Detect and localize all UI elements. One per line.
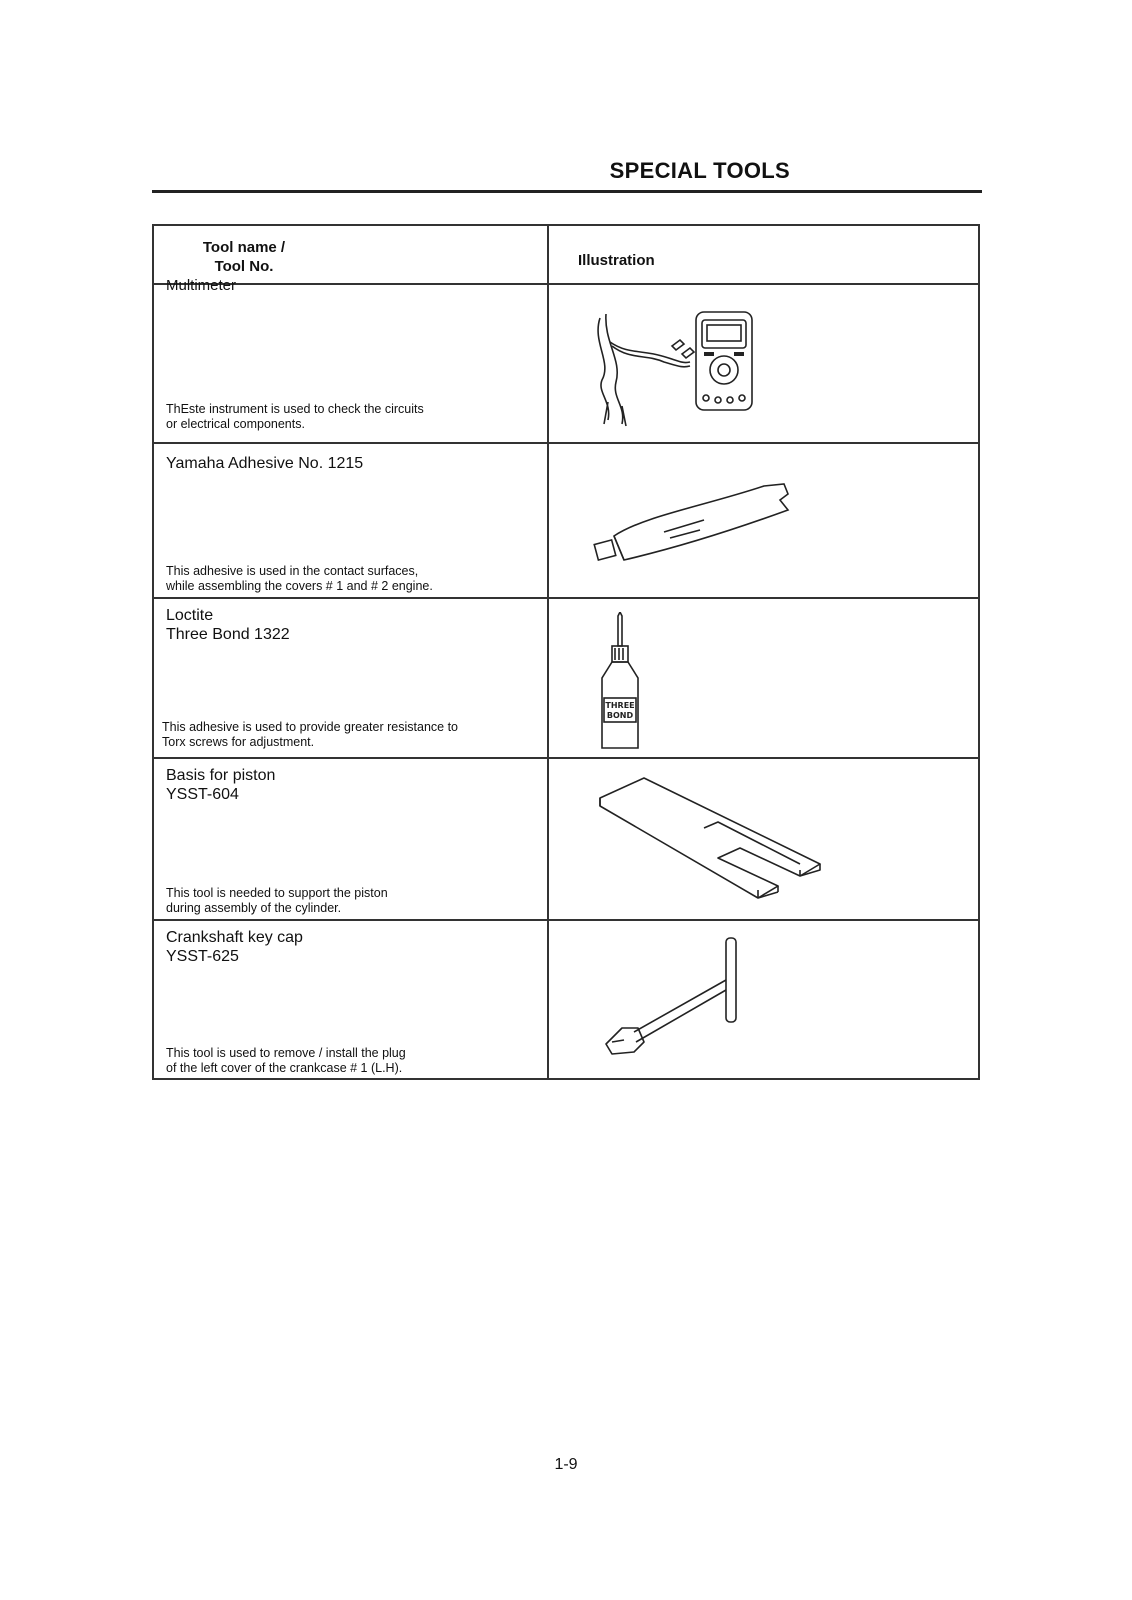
tool-name: Loctite — [166, 607, 214, 624]
description-line: of the left cover of the crankcase # 1 (L.H). — [166, 1061, 403, 1075]
tool-name: Crankshaft key cap — [166, 929, 303, 946]
row-divider — [154, 597, 978, 599]
description-line: This tool is needed to support the piston — [166, 886, 388, 900]
page-number: 1-9 — [554, 1456, 578, 1473]
row-divider — [154, 442, 978, 444]
tool-number: YSST-625 — [166, 948, 239, 965]
tool-description — [162, 720, 458, 750]
svg-text:BOND: BOND — [606, 711, 634, 720]
description-line: ThEste instrument is used to check the circuits — [166, 402, 424, 416]
tool-name: Yamaha Adhesive No. 1215 — [166, 455, 364, 472]
column-header-line: Tool name / — [202, 239, 286, 256]
svg-text:THREE: THREE — [605, 701, 635, 710]
description-line: This tool is used to remove / install the plug — [166, 1046, 406, 1060]
tool-number: Three Bond 1322 — [166, 626, 290, 643]
tool-name: Basis for piston — [166, 767, 276, 784]
column-header-tool-name — [194, 238, 294, 276]
piston-base-icon — [594, 766, 834, 906]
tool-name: Multimeter — [166, 277, 237, 294]
tool-description — [166, 1046, 406, 1076]
description-line: during assembly of the cylinder. — [166, 901, 342, 915]
tool-description — [166, 402, 424, 432]
description-line: This adhesive is used to provide greater resistance to — [162, 720, 458, 734]
description-line: or electrical components. — [166, 417, 305, 431]
special-tools-table — [152, 224, 980, 1080]
page-title: SPECIAL TOOLS — [609, 158, 790, 183]
adhesive-tube-icon — [584, 476, 804, 576]
title-rule — [152, 190, 982, 193]
tool-description — [166, 564, 433, 594]
row-divider — [154, 757, 978, 759]
three-bond-bottle-icon — [598, 612, 658, 752]
crankshaft-key-icon — [594, 932, 754, 1072]
description-line: Torx screws for adjustment. — [162, 735, 315, 749]
column-header-line: Tool No. — [214, 258, 274, 275]
row-divider — [154, 283, 978, 285]
description-line: This adhesive is used in the contact surfaces, — [166, 564, 419, 578]
description-line: while assembling the covers # 1 and # 2 engine. — [166, 579, 433, 593]
tool-description — [166, 886, 388, 916]
column-divider — [547, 226, 549, 1078]
multimeter-icon — [582, 302, 762, 432]
tool-number: YSST-604 — [166, 786, 239, 803]
column-header-illustration: Illustration — [578, 252, 655, 269]
row-divider — [154, 919, 978, 921]
